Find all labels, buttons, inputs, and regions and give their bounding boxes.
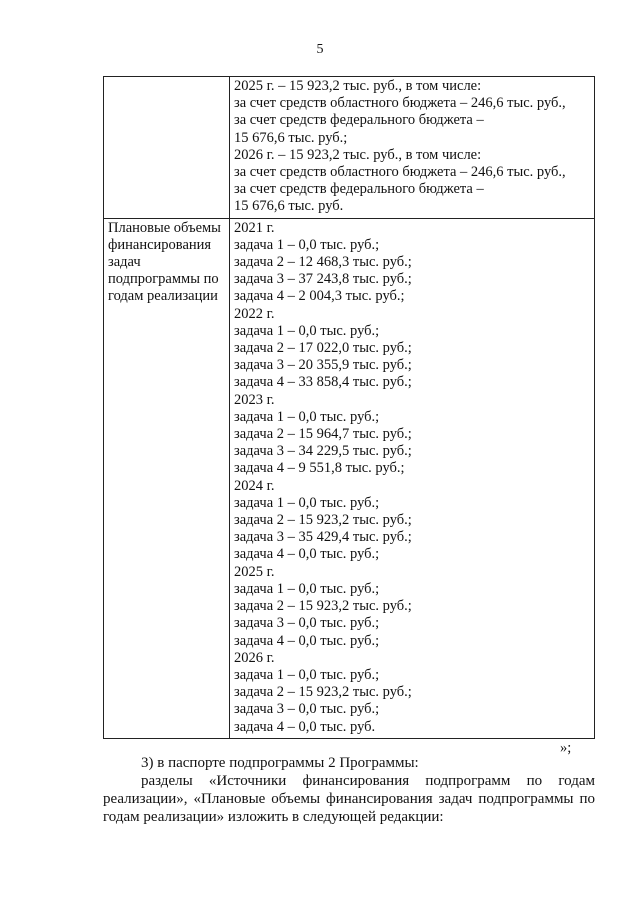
table-line: 2026 г. – 15 923,2 тыс. руб., в том числе: bbox=[234, 146, 482, 163]
year-heading: 2026 г. bbox=[234, 649, 275, 666]
section-label-cell bbox=[104, 218, 230, 738]
task-line: задача 2 – 15 923,2 тыс. руб.; bbox=[234, 684, 412, 701]
table-line: 15 676,6 тыс. руб.; bbox=[234, 129, 348, 146]
task-line: задача 1 – 0,0 тыс. руб.; bbox=[234, 322, 380, 339]
section-label: Плановые объемы финансирования задач подпрограммы по годам реализации bbox=[108, 219, 221, 305]
year-heading: 2023 г. bbox=[234, 391, 275, 408]
year-heading: 2025 г. bbox=[234, 563, 275, 580]
paragraph-sections-amendment: разделы «Источники финансирования подпрограмм по годам реализации», «Плановые объемы финансирования задач подпрограммы по годам реализации» изложить в следующей редакции: bbox=[103, 773, 595, 825]
task-line: задача 1 – 0,0 тыс. руб.; bbox=[234, 580, 380, 597]
empty-label-cell bbox=[104, 77, 230, 219]
table-line: 15 676,6 тыс. руб. bbox=[234, 198, 344, 215]
task-line: задача 4 – 2 004,3 тыс. руб.; bbox=[234, 288, 405, 305]
task-line: задача 3 – 0,0 тыс. руб.; bbox=[234, 615, 380, 632]
task-line: задача 4 – 9 551,8 тыс. руб.; bbox=[234, 460, 405, 477]
task-line: задача 4 – 0,0 тыс. руб.; bbox=[234, 632, 380, 649]
table-line: за счет средств областного бюджета – 246,6 тыс. руб., bbox=[234, 95, 566, 112]
table-line: за счет средств областного бюджета – 246,6 тыс. руб., bbox=[234, 164, 566, 181]
task-line: задача 2 – 12 468,3 тыс. руб.; bbox=[234, 254, 412, 271]
task-line: задача 4 – 0,0 тыс. руб. bbox=[234, 718, 376, 735]
task-line: задача 1 – 0,0 тыс. руб.; bbox=[234, 494, 380, 511]
task-line: задача 4 – 0,0 тыс. руб.; bbox=[234, 546, 380, 563]
task-line: задача 3 – 35 429,4 тыс. руб.; bbox=[234, 529, 412, 546]
year-heading: 2022 г. bbox=[234, 305, 275, 322]
task-line: задача 4 – 33 858,4 тыс. руб.; bbox=[234, 374, 412, 391]
task-line: задача 1 – 0,0 тыс. руб.; bbox=[234, 236, 380, 253]
continued-content-cell bbox=[230, 77, 595, 219]
task-line: задача 1 – 0,0 тыс. руб.; bbox=[234, 666, 380, 683]
year-heading: 2024 г. bbox=[234, 477, 275, 494]
table-line: 2025 г. – 15 923,2 тыс. руб., в том числе: bbox=[234, 78, 482, 94]
task-line: задача 3 – 34 229,5 тыс. руб.; bbox=[234, 443, 412, 460]
year-heading: 2021 г. bbox=[234, 219, 275, 236]
table-row-planned-volumes bbox=[104, 218, 595, 738]
task-line: задача 2 – 15 964,7 тыс. руб.; bbox=[234, 426, 412, 443]
section-content-cell bbox=[230, 218, 595, 738]
closing-quote-mark: »; bbox=[560, 740, 572, 756]
subprogram-passport-table bbox=[103, 76, 595, 739]
task-line: задача 2 – 15 923,2 тыс. руб.; bbox=[234, 598, 412, 615]
table-line: за счет средств федерального бюджета – bbox=[234, 181, 484, 198]
table-row-continued bbox=[104, 77, 595, 219]
task-line: задача 3 – 37 243,8 тыс. руб.; bbox=[234, 271, 412, 288]
task-line: задача 3 – 0,0 тыс. руб.; bbox=[234, 701, 380, 718]
table-line: за счет средств федерального бюджета – bbox=[234, 112, 484, 129]
paragraph-item-3: 3) в паспорте подпрограммы 2 Программы: bbox=[141, 755, 419, 771]
task-line: задача 3 – 20 355,9 тыс. руб.; bbox=[234, 357, 412, 374]
task-line: задача 2 – 17 022,0 тыс. руб.; bbox=[234, 340, 412, 357]
task-line: задача 2 – 15 923,2 тыс. руб.; bbox=[234, 512, 412, 529]
page-number: 5 bbox=[316, 42, 324, 57]
task-line: задача 1 – 0,0 тыс. руб.; bbox=[234, 408, 380, 425]
